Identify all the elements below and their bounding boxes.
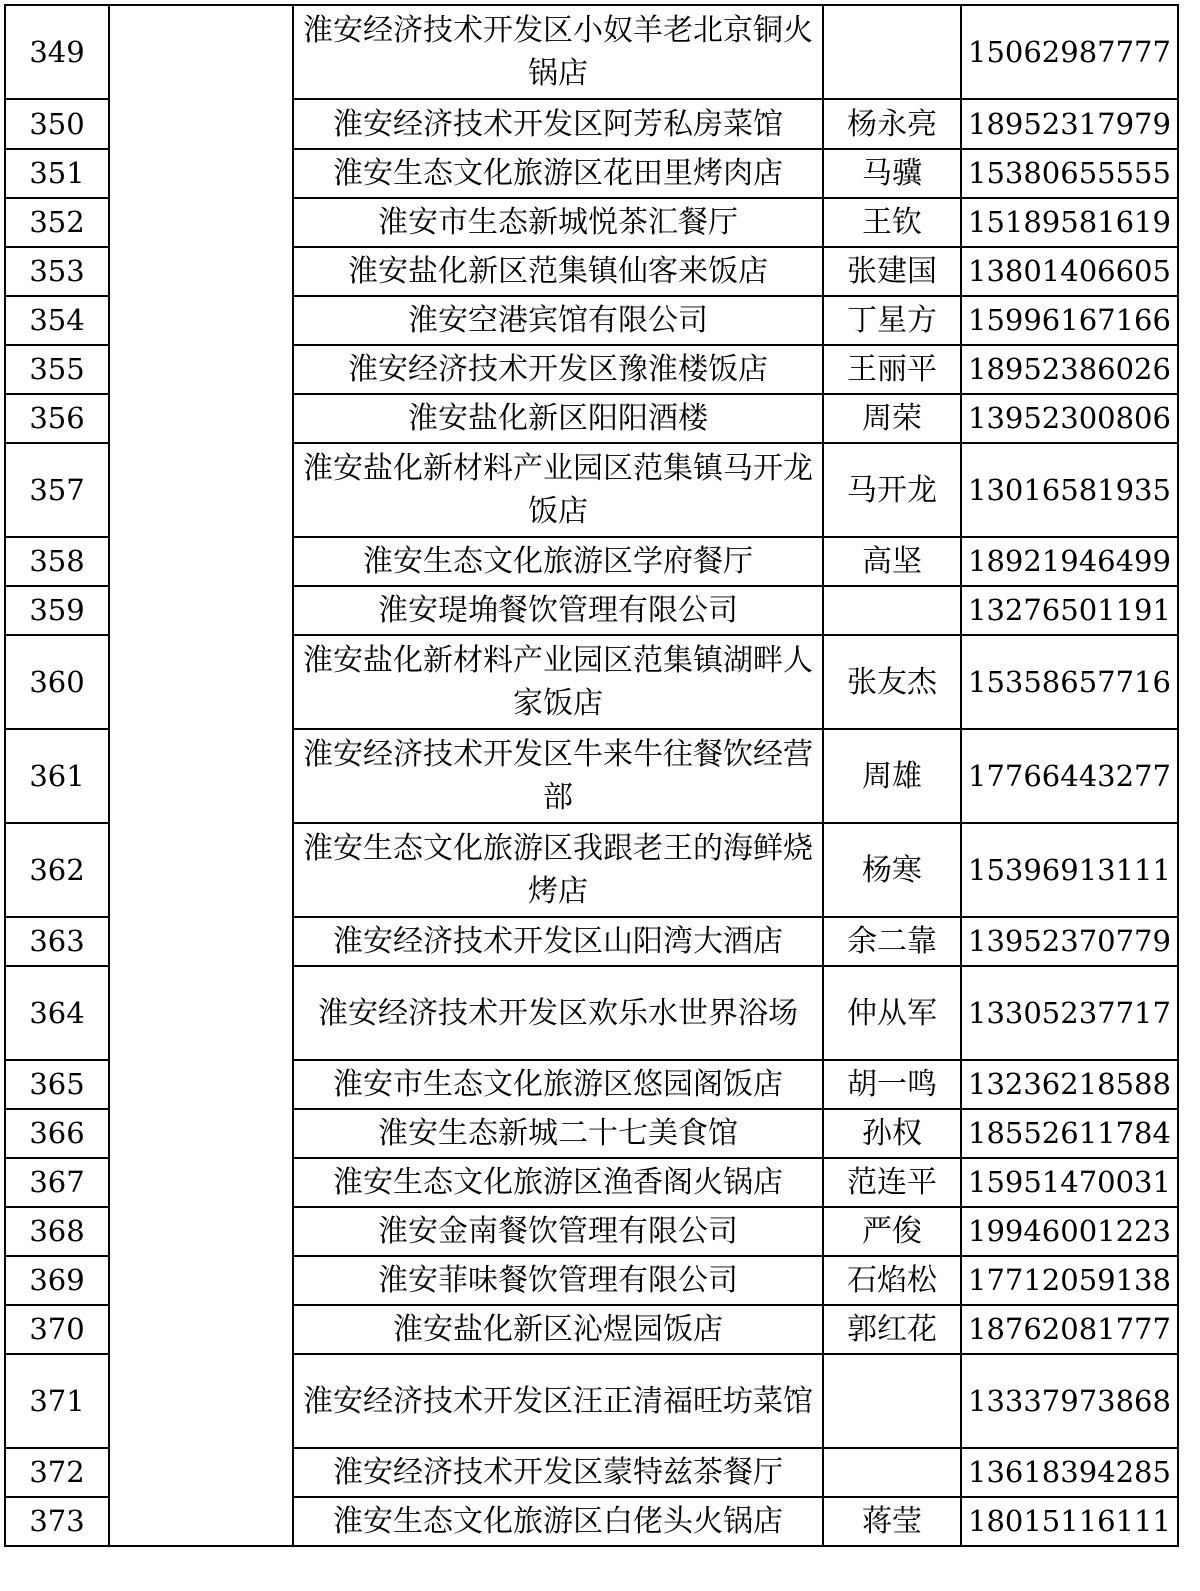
- row-number-cell: 361: [5, 729, 109, 823]
- contact-person-cell: 周荣: [823, 394, 961, 443]
- contact-person-cell: [823, 1448, 961, 1497]
- phone-number-cell: 13305237717: [961, 966, 1178, 1060]
- table-body: [5, 5, 1178, 1546]
- row-number-cell: 373: [5, 1497, 109, 1546]
- business-name-cell: 淮安经济技术开发区山阳湾大酒店: [293, 917, 823, 966]
- phone-number-cell: 13952370779: [961, 917, 1178, 966]
- phone-number-cell: 19946001223: [961, 1207, 1178, 1256]
- contact-person-cell: 马骥: [823, 149, 961, 198]
- business-name-cell: 淮安盐化新区阳阳酒楼: [293, 394, 823, 443]
- row-number-cell: 357: [5, 443, 109, 537]
- row-number-cell: 362: [5, 823, 109, 917]
- phone-number-cell: 15358657716: [961, 635, 1178, 729]
- row-number-cell: 363: [5, 917, 109, 966]
- row-number-cell: 369: [5, 1256, 109, 1305]
- contact-person-cell: 王钦: [823, 198, 961, 247]
- business-name-cell: 淮安生态文化旅游区花田里烤肉店: [293, 149, 823, 198]
- business-name-cell: 淮安市生态文化旅游区悠园阁饭店: [293, 1060, 823, 1109]
- phone-number-cell: 18952317979: [961, 99, 1178, 149]
- business-name-cell: 淮安生态文化旅游区白佬头火锅店: [293, 1497, 823, 1546]
- row-number-cell: 365: [5, 1060, 109, 1109]
- business-name-cell: 淮安经济技术开发区牛来牛往餐饮经营部: [293, 729, 823, 823]
- contact-person-cell: [823, 5, 961, 99]
- row-number-cell: 370: [5, 1305, 109, 1354]
- contact-person-cell: 高坚: [823, 537, 961, 586]
- business-name-cell: 淮安盐化新区沁煜园饭店: [293, 1305, 823, 1354]
- contact-person-cell: 周雄: [823, 729, 961, 823]
- row-number-cell: 351: [5, 149, 109, 198]
- row-number-cell: 353: [5, 247, 109, 296]
- contact-person-cell: 丁星方: [823, 296, 961, 345]
- business-name-cell: 淮安瑅埆餐饮管理有限公司: [293, 586, 823, 635]
- contact-person-cell: 马开龙: [823, 443, 961, 537]
- phone-number-cell: 17712059138: [961, 1256, 1178, 1305]
- phone-number-cell: 18762081777: [961, 1305, 1178, 1354]
- phone-number-cell: 17766443277: [961, 729, 1178, 823]
- row-number-cell: 371: [5, 1354, 109, 1448]
- phone-number-cell: 13236218588: [961, 1060, 1178, 1109]
- phone-number-cell: 18952386026: [961, 345, 1178, 394]
- business-name-cell: 淮安经济技术开发区欢乐水世界浴场: [293, 966, 823, 1060]
- business-name-cell: 淮安生态文化旅游区我跟老王的海鲜烧烤店: [293, 823, 823, 917]
- row-number-cell: 366: [5, 1109, 109, 1158]
- business-name-cell: 淮安菲味餐饮管理有限公司: [293, 1256, 823, 1305]
- contact-person-cell: 范连平: [823, 1158, 961, 1207]
- contact-person-cell: 孙权: [823, 1109, 961, 1158]
- row-number-cell: 354: [5, 296, 109, 345]
- phone-number-cell: 13801406605: [961, 247, 1178, 296]
- row-number-cell: 350: [5, 99, 109, 149]
- row-number-cell: 352: [5, 198, 109, 247]
- phone-number-cell: 18015116111: [961, 1497, 1178, 1546]
- contact-person-cell: 张建国: [823, 247, 961, 296]
- phone-number-cell: 15951470031: [961, 1158, 1178, 1207]
- business-name-cell: 淮安经济技术开发区豫淮楼饭店: [293, 345, 823, 394]
- row-number-cell: 359: [5, 586, 109, 635]
- contact-person-cell: 蒋莹: [823, 1497, 961, 1546]
- row-number-cell: 356: [5, 394, 109, 443]
- business-name-cell: 淮安空港宾馆有限公司: [293, 296, 823, 345]
- restaurant-table: [4, 4, 1179, 1547]
- phone-number-cell: 15062987777: [961, 5, 1178, 99]
- phone-number-cell: 13276501191: [961, 586, 1178, 635]
- contact-person-cell: 严俊: [823, 1207, 961, 1256]
- contact-person-cell: 杨永亮: [823, 99, 961, 149]
- contact-person-cell: 张友杰: [823, 635, 961, 729]
- merged-empty-cell: [109, 5, 293, 1546]
- business-name-cell: 淮安经济技术开发区汪正清福旺坊菜馆: [293, 1354, 823, 1448]
- contact-person-cell: 胡一鸣: [823, 1060, 961, 1109]
- contact-person-cell: 杨寒: [823, 823, 961, 917]
- row-number-cell: 364: [5, 966, 109, 1060]
- phone-number-cell: 18552611784: [961, 1109, 1178, 1158]
- row-number-cell: 358: [5, 537, 109, 586]
- table-row: [5, 5, 1178, 99]
- phone-number-cell: 13337973868: [961, 1354, 1178, 1448]
- business-name-cell: 淮安盐化新材料产业园区范集镇马开龙饭店: [293, 443, 823, 537]
- phone-number-cell: 15396913111: [961, 823, 1178, 917]
- business-name-cell: 淮安生态新城二十七美食馆: [293, 1109, 823, 1158]
- row-number-cell: 360: [5, 635, 109, 729]
- row-number-cell: 355: [5, 345, 109, 394]
- business-name-cell: 淮安盐化新区范集镇仙客来饭店: [293, 247, 823, 296]
- business-name-cell: 淮安盐化新材料产业园区范集镇湖畔人家饭店: [293, 635, 823, 729]
- contact-person-cell: 郭红花: [823, 1305, 961, 1354]
- phone-number-cell: 15996167166: [961, 296, 1178, 345]
- phone-number-cell: 13016581935: [961, 443, 1178, 537]
- phone-number-cell: 15380655555: [961, 149, 1178, 198]
- row-number-cell: 372: [5, 1448, 109, 1497]
- contact-person-cell: 余二靠: [823, 917, 961, 966]
- phone-number-cell: 13952300806: [961, 394, 1178, 443]
- contact-person-cell: [823, 586, 961, 635]
- contact-person-cell: [823, 1354, 961, 1448]
- business-name-cell: 淮安市生态新城悦茶汇餐厅: [293, 198, 823, 247]
- contact-person-cell: 王丽平: [823, 345, 961, 394]
- row-number-cell: 349: [5, 5, 109, 99]
- business-name-cell: 淮安生态文化旅游区渔香阁火锅店: [293, 1158, 823, 1207]
- contact-person-cell: 石焰松: [823, 1256, 961, 1305]
- row-number-cell: 368: [5, 1207, 109, 1256]
- row-number-cell: 367: [5, 1158, 109, 1207]
- phone-number-cell: 13618394285: [961, 1448, 1178, 1497]
- phone-number-cell: 15189581619: [961, 198, 1178, 247]
- business-name-cell: 淮安经济技术开发区阿芳私房菜馆: [293, 99, 823, 149]
- business-name-cell: 淮安生态文化旅游区学府餐厅: [293, 537, 823, 586]
- business-name-cell: 淮安经济技术开发区小奴羊老北京铜火锅店: [293, 5, 823, 99]
- contact-person-cell: 仲从军: [823, 966, 961, 1060]
- business-name-cell: 淮安经济技术开发区蒙特兹茶餐厅: [293, 1448, 823, 1497]
- business-name-cell: 淮安金南餐饮管理有限公司: [293, 1207, 823, 1256]
- phone-number-cell: 18921946499: [961, 537, 1178, 586]
